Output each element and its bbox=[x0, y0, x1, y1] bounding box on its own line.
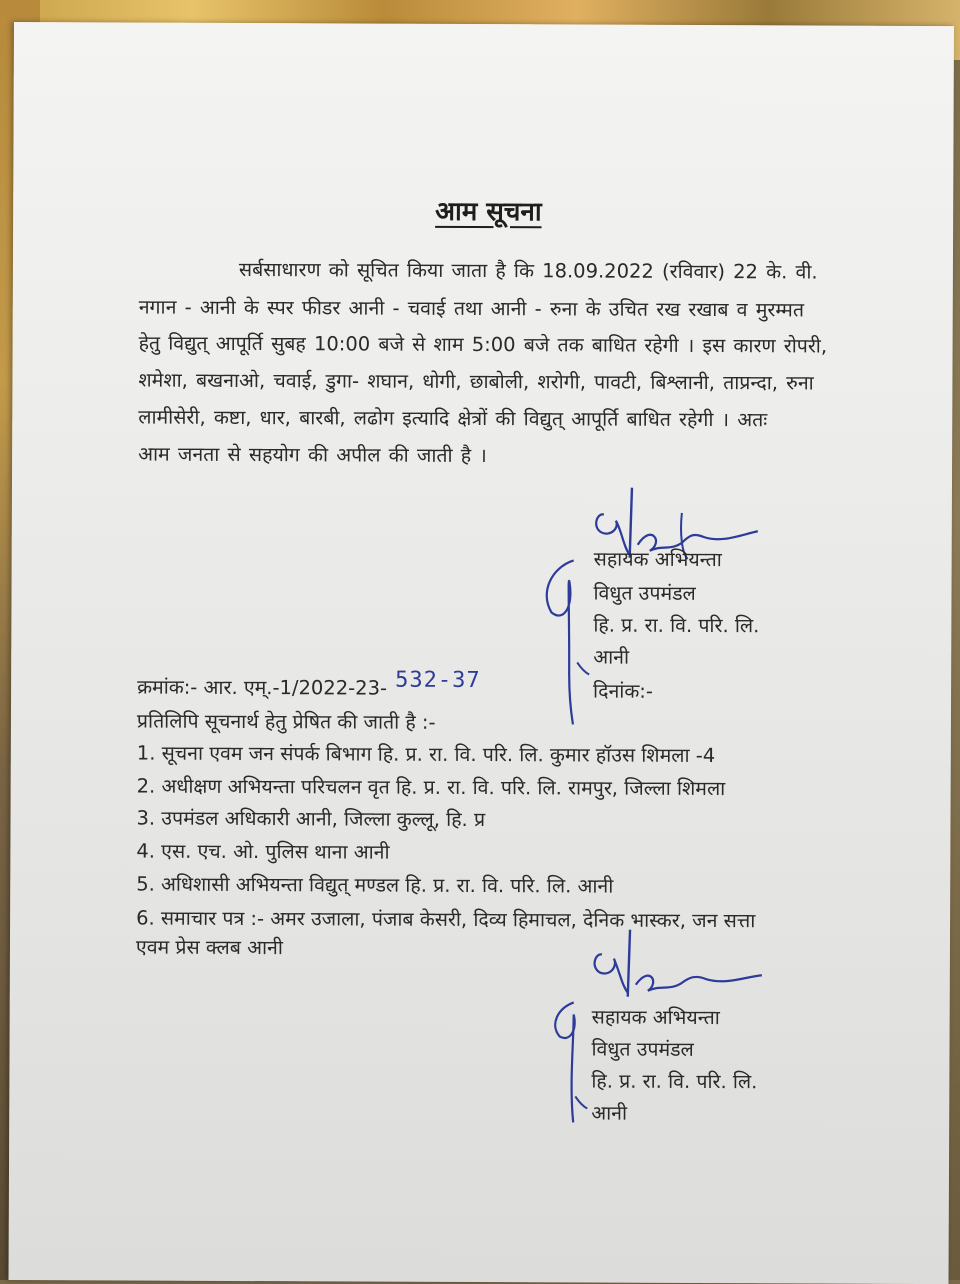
copy-to-item: 4. एस. एच. ओ. पुलिस थाना आनी bbox=[136, 839, 390, 864]
reference-handwritten: 532-37 bbox=[395, 667, 481, 694]
signatory-org: हि. प्र. रा. वि. परि. लि. bbox=[593, 613, 760, 638]
body-line: शमेशा, बखनाओ, चवाई, डुगा- शघान, धोगी, छाबोली, शरोगी, पावटी, बिश्लानी, ताप्रन्दा, रुना bbox=[138, 368, 814, 395]
body-line: नगान - आनी के स्पर फीडर आनी - चवाई तथा आनी - रुना के उचित रख रखाब व मुरम्मत bbox=[138, 295, 805, 322]
signatory-office: विधुत उपमंडल bbox=[593, 581, 696, 605]
reference-number: क्रमांक:- आर. एम्.-1/2022-23- bbox=[137, 675, 388, 700]
signatory-place: आनी bbox=[593, 645, 630, 669]
copy-to-item: एवम प्रेस क्लब आनी bbox=[135, 935, 283, 960]
copy-to-item: 6. समाचार पत्र :- अमर उजाला, पंजाब केसरी, दिव्य हिमाचल, देनिक भास्कर, जन सत्ता bbox=[136, 906, 756, 933]
signatory-place: आनी bbox=[591, 1101, 628, 1125]
copy-to-heading: प्रतिलिपि सूचनार्थ हेतु प्रेषित की जाती है :- bbox=[136, 709, 436, 734]
copy-to-item: 3. उपमंडल अधिकारी आनी, जिल्ला कुल्लू, हि. प्र bbox=[136, 806, 486, 832]
copy-to-item: 5. अधिशासी अभियन्ता विद्युत् मण्डल हि. प्र. रा. वि. परि. लि. आनी bbox=[136, 872, 614, 898]
page-title: आम सूचना bbox=[435, 196, 542, 228]
body-line: आम जनता से सहयोग की अपील की जाती है । bbox=[138, 442, 487, 468]
signatory-office: विधुत उपमंडल bbox=[591, 1037, 694, 1061]
body-line: सर्बसाधारण को सूचित किया जाता है कि 18.09.2022 (रविवार) 22 के. वी. bbox=[238, 257, 818, 284]
signatory-title: सहायक अभियन्ता bbox=[591, 1005, 720, 1030]
signatory-title: सहायक अभियन्ता bbox=[593, 547, 722, 572]
date-label: दिनांक:- bbox=[593, 679, 654, 703]
copy-to-item: 2. अधीक्षण अभियन्ता परिचलन वृत हि. प्र. रा. वि. परि. लि. रामपुर, जिल्ला शिमला bbox=[136, 774, 726, 801]
copy-to-item: 1. सूचना एवम जन संपर्क बिभाग हि. प्र. रा. वि. परि. लि. कुमार हॉउस शिमला -4 bbox=[136, 741, 716, 768]
notice-paper bbox=[9, 22, 954, 1284]
body-line: हेतु विद्युत् आपूर्ति सुबह 10:00 बजे से शाम 5:00 बजे तक बाधित रहेगी । इस कारण रोपरी, bbox=[138, 331, 828, 358]
signatory-org: हि. प्र. रा. वि. परि. लि. bbox=[591, 1069, 758, 1094]
body-line: लामीसेरी, कष्टा, धार, बारबी, लढोग इत्यादि क्षेत्रों की विद्युत् आपूर्ति बाधित रहेगी । अतः bbox=[138, 405, 768, 432]
